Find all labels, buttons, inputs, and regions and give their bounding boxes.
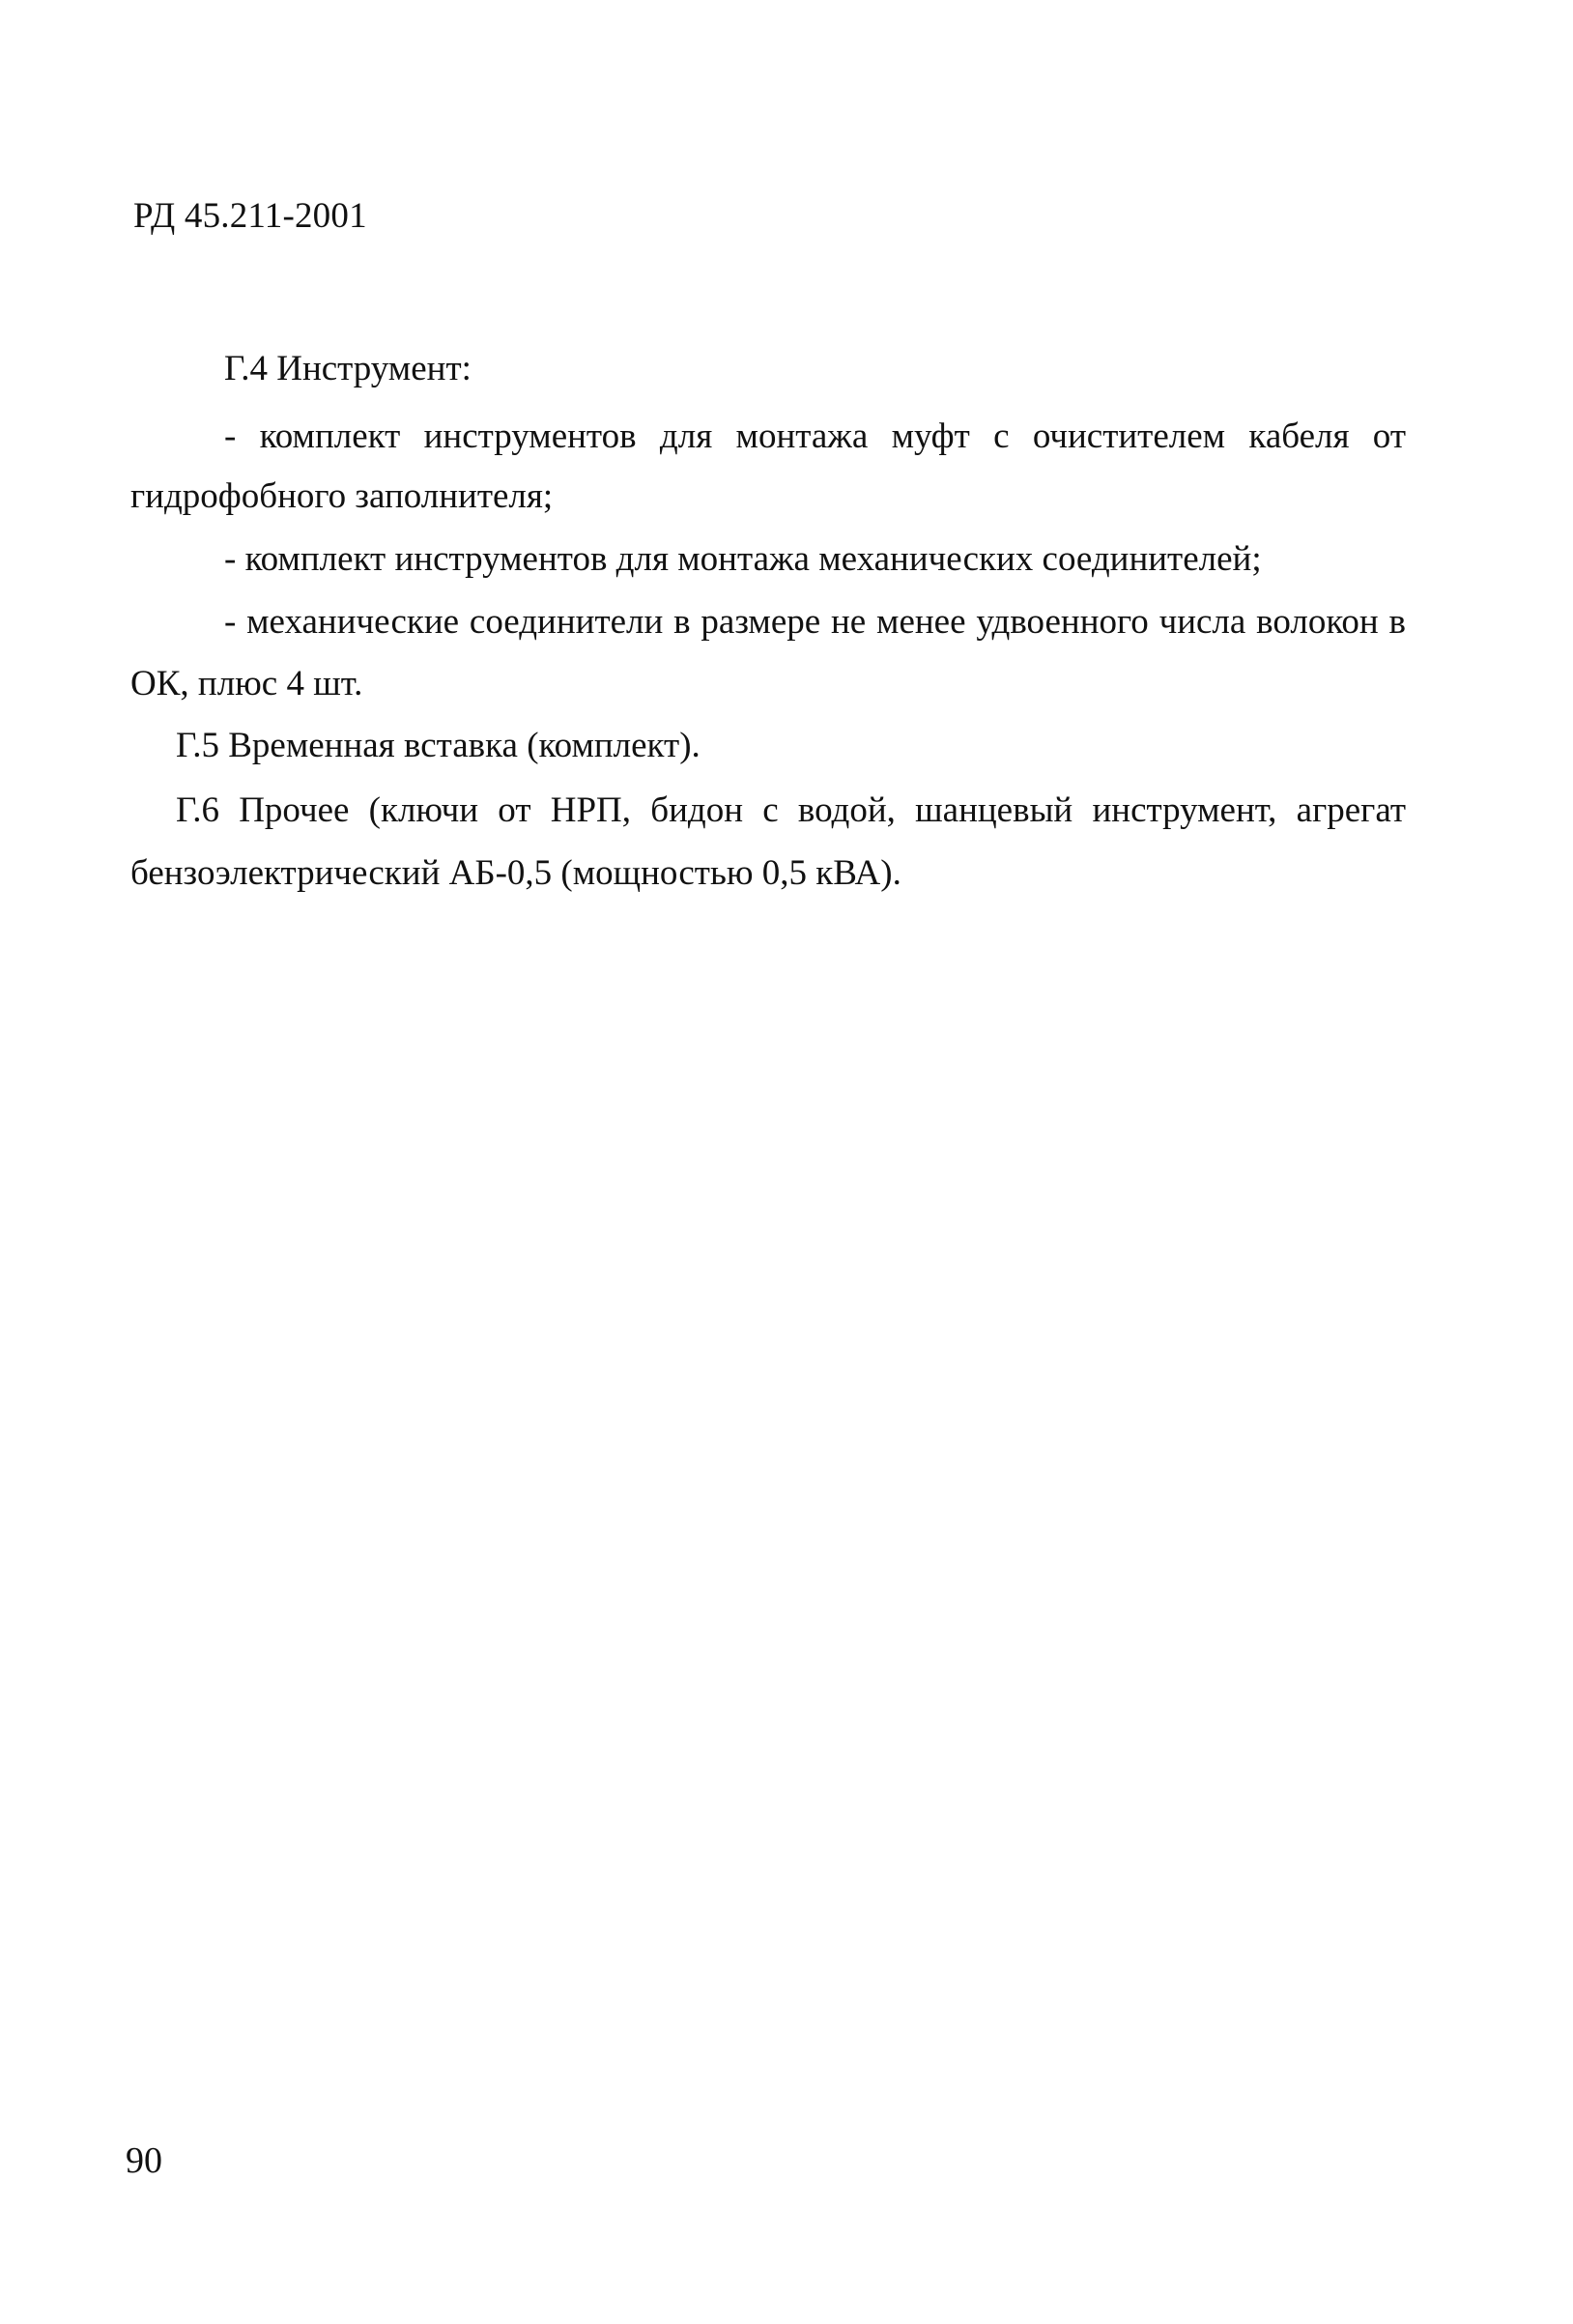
tool-item-3-line-2: ОК, плюс 4 шт. — [130, 664, 363, 703]
section-g4-title: Г.4 Инструмент: — [224, 349, 472, 388]
section-g5: Г.5 Временная вставка (комплект). — [176, 726, 701, 765]
document-code-header: РД 45.211-2001 — [133, 196, 367, 236]
section-g6-line-1: Г.6 Прочее (ключи от НРП, бидон с водой, шанцевый инструмент, агрегат — [176, 790, 1406, 830]
page-number: 90 — [126, 2140, 162, 2181]
tool-item-2: - комплект инструментов для монтажа механических соединителей; — [224, 539, 1262, 579]
tool-item-3-line-1: - механические соединители в размере не менее удвоенного числа волокон в — [224, 602, 1406, 642]
tool-item-1-line-2: гидрофобного заполнителя; — [130, 476, 554, 516]
section-g6-line-2: бензоэлектрический АБ-0,5 (мощностью 0,5 кВА). — [130, 853, 901, 893]
tool-item-1-line-1: - комплект инструментов для монтажа муфт с очистителем кабеля от — [224, 416, 1406, 456]
